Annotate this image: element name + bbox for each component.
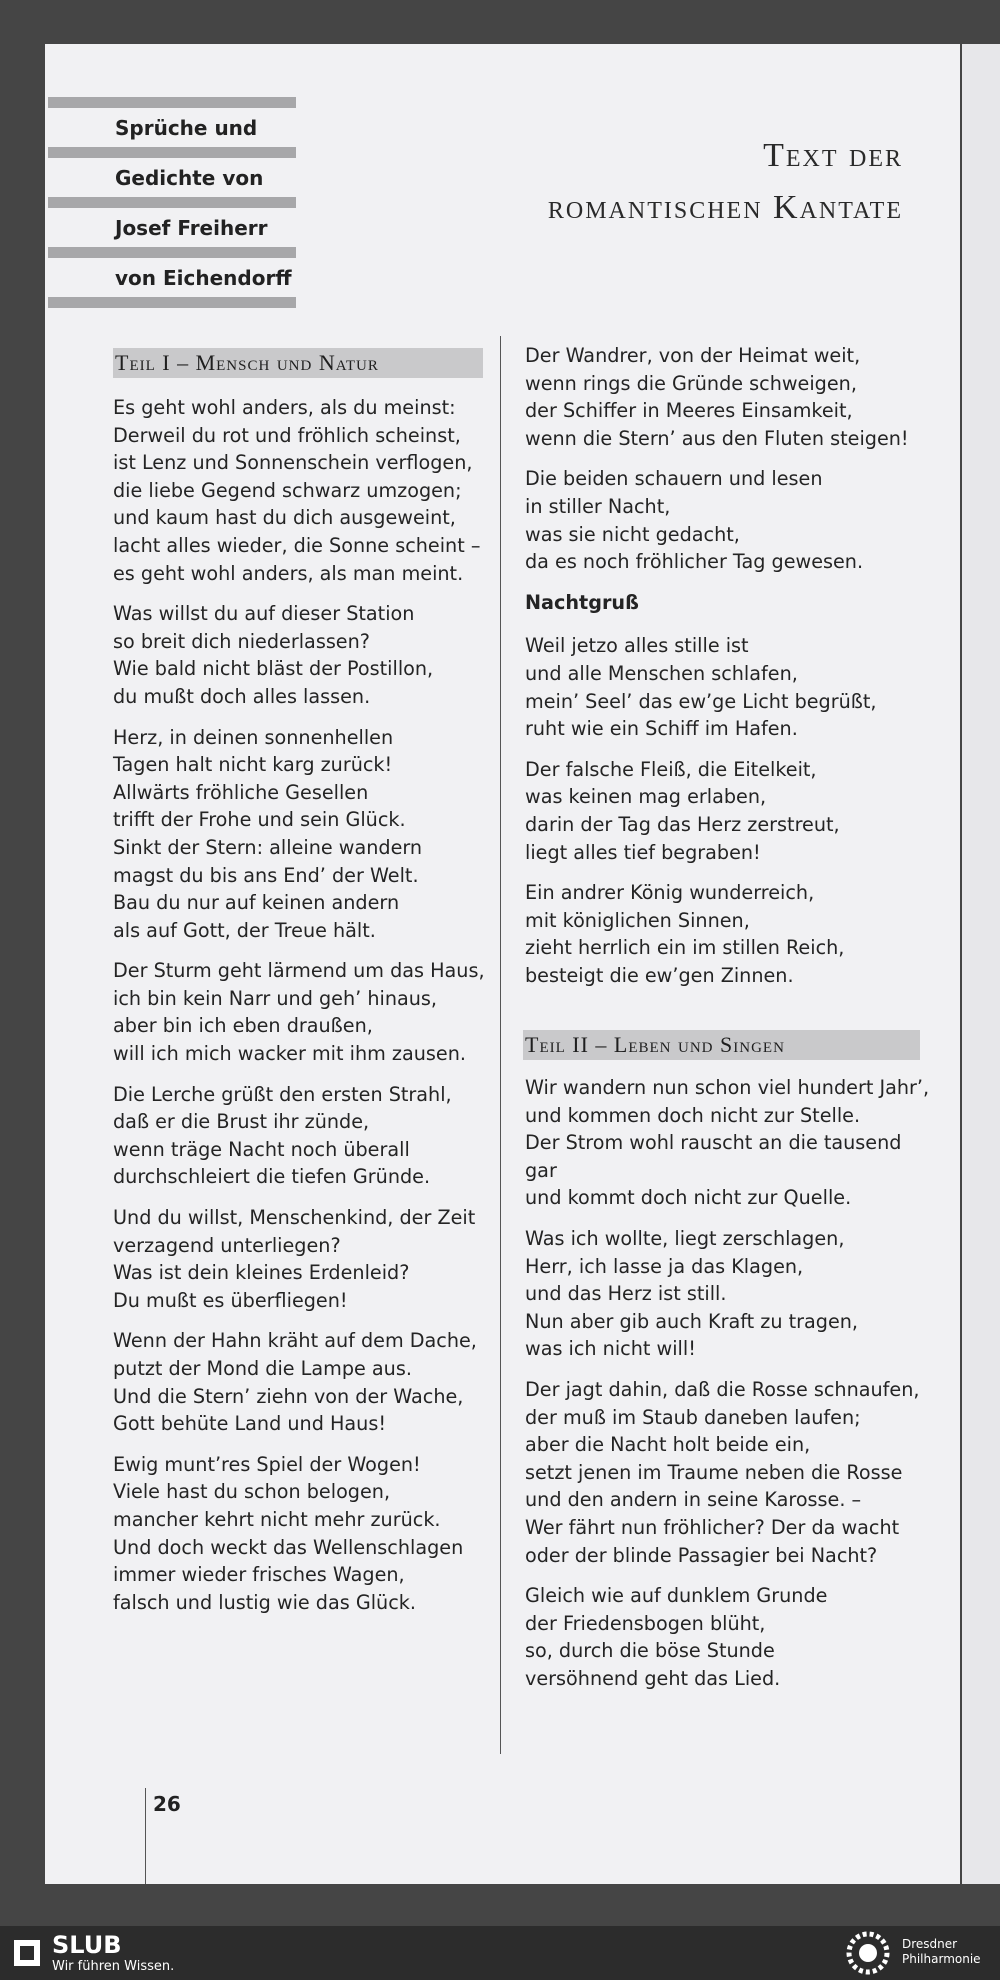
stanza: Ein andrer König wunderreich, mit königlichen Sinnen, zieht herrlich ein im stillen Reich, besteigt die ew’gen Zinnen. [525, 881, 845, 987]
stanza: Der Sturm geht lärmend um das Haus, ich bin kein Narr und geh’ hinaus, aber bin ich eben draußen, will ich mich wacker mit ihm zausen. [113, 959, 485, 1066]
stanza: Der jagt dahin, daß die Rosse schnaufen, der muß im Staub daneben laufen; aber die Nacht holt beide ein, setzt jenen im Traume neben die Rosse und den andern in seine Karosse. – Wer fährt nun fröhlicher? Der da wacht oder der blinde Passagier bei Nacht? [525, 1377, 920, 1567]
stanza: Was willst du auf dieser Station so breit dich niederlassen? Wie bald nicht bläst der Postillon, du mußt doch alles lassen. [113, 602, 434, 708]
sidebar-bar [48, 197, 296, 208]
sidebar-line: Josef Freiherr [115, 216, 268, 240]
left-column [113, 394, 493, 1629]
library-name: SLUB [52, 1931, 122, 1959]
stanza: Ewig munt’res Spiel der Wogen! Viele hast du schon belogen, mancher kehrt nicht mehr zurück. Und doch weckt das Wellenschlagen immer wieder frisches Wagen, falsch und lustig wie das Glück. [113, 1452, 464, 1614]
philharmonie-logo-icon [842, 1931, 894, 1975]
stanza: Es geht wohl anders, als du meinst: Derweil du rot und fröhlich scheinst, ist Lenz und Sonnenschein verflogen, die liebe Gegend schwarz umzogen; und kaum hast du dich ausgeweint, lacht alles wieder, die Sonne scheint – es geht wohl anders, als man meint. [113, 396, 481, 585]
sidebar-line: Gedichte von [115, 166, 264, 190]
stanza: Wenn der Hahn kräht auf dem Dache, putzt der Mond die Lampe aus. Und die Stern’ ziehn von der Wache, Gott behüte Land und Haus! [113, 1329, 477, 1436]
partner-name [902, 1937, 981, 1967]
stanza: Weil jetzo alles stille ist und alle Menschen schlafen, mein’ Seel’ das ew’ge Licht begrüßt, ruht wie ein Schiff im Hafen. [525, 634, 877, 741]
footer-bar [0, 1926, 1000, 1980]
stanza: Wir wandern nun schon viel hundert Jahr’, und kommen doch nicht zur Stelle. Der Strom wohl rauscht an die tausend gar und kommt doch nicht zur Quelle. [525, 1076, 930, 1210]
section-heading-part-2: Teil II – Leben und Singen [523, 1030, 920, 1060]
stanza: Herz, in deinen sonnenhellen Tagen halt nicht karg zurück! Allwärts fröhliche Gesellen trifft der Frohe und sein Glück. Sinkt der Stern: alleine wandern magst du bis ans End’ der Welt. Bau du nur auf keinen andern als auf Gott, der Treue hält. [113, 725, 423, 942]
stanza: Der Wandrer, von der Heimat weit, wenn rings die Gründe schweigen, der Schiffer in Meeres Einsamkeit, wenn die Stern’ aus den Fluten steigen! [525, 344, 909, 450]
sidebar-line: Sprüche und [115, 116, 258, 140]
partner-name-line-1: Dresdner [902, 1937, 958, 1951]
stanza: Was ich wollte, liegt zerschlagen, Herr, ich lasse ja das Klagen, und das Herz ist still. Nun aber gib auch Kraft zu tragen, was ich nicht will! [525, 1226, 859, 1361]
right-column-top [525, 342, 925, 1002]
sidebar-line: von Eichendorff [115, 266, 292, 290]
poem-subheading: Nachtgruß [525, 590, 639, 614]
title-line-2: romantischen Kantate [547, 189, 903, 226]
slub-logo-icon [12, 1938, 42, 1968]
stanza: Und du willst, Menschenkind, der Zeit verzagend unterliegen? Was ist dein kleines Erdenleid? Du mußt es überfliegen! [113, 1206, 476, 1312]
partner-name-line-2: Philharmonie [902, 1952, 981, 1966]
sidebar-bar [48, 97, 296, 108]
column-divider [500, 336, 501, 1754]
stanza: Der falsche Fleiß, die Eitelkeit, was keinen mag erlaben, darin der Tag das Herz zerstreut, liegt alles tief begraben! [525, 757, 840, 864]
library-tagline: Wir führen Wissen. [52, 1959, 175, 1974]
page-number-rule [145, 1788, 146, 1884]
stanza: Die Lerche grüßt den ersten Strahl, daß er die Brust ihr zünde, wenn träge Nacht noch überall durchschleiert die tiefen Gründe. [113, 1082, 452, 1189]
section-heading-part-1: Teil I – Mensch und Natur [113, 348, 483, 378]
stanza: Die beiden schauern und lesen in stiller Nacht, was sie nicht gedacht, da es noch fröhlicher Tag gewesen. [525, 467, 864, 574]
right-column-bottom [525, 1074, 935, 1705]
sidebar-bar [48, 147, 296, 158]
sidebar-bar [48, 247, 296, 258]
page-title [548, 130, 903, 234]
title-line-1: Text der [763, 137, 903, 174]
page-number: 26 [153, 1792, 181, 1816]
next-page-edge [962, 44, 1000, 1884]
stanza: Gleich wie auf dunklem Grunde der Friedensbogen blüht, so, durch die böse Stunde versöhnend geht das Lied. [525, 1584, 828, 1690]
sidebar-bar [48, 297, 296, 308]
